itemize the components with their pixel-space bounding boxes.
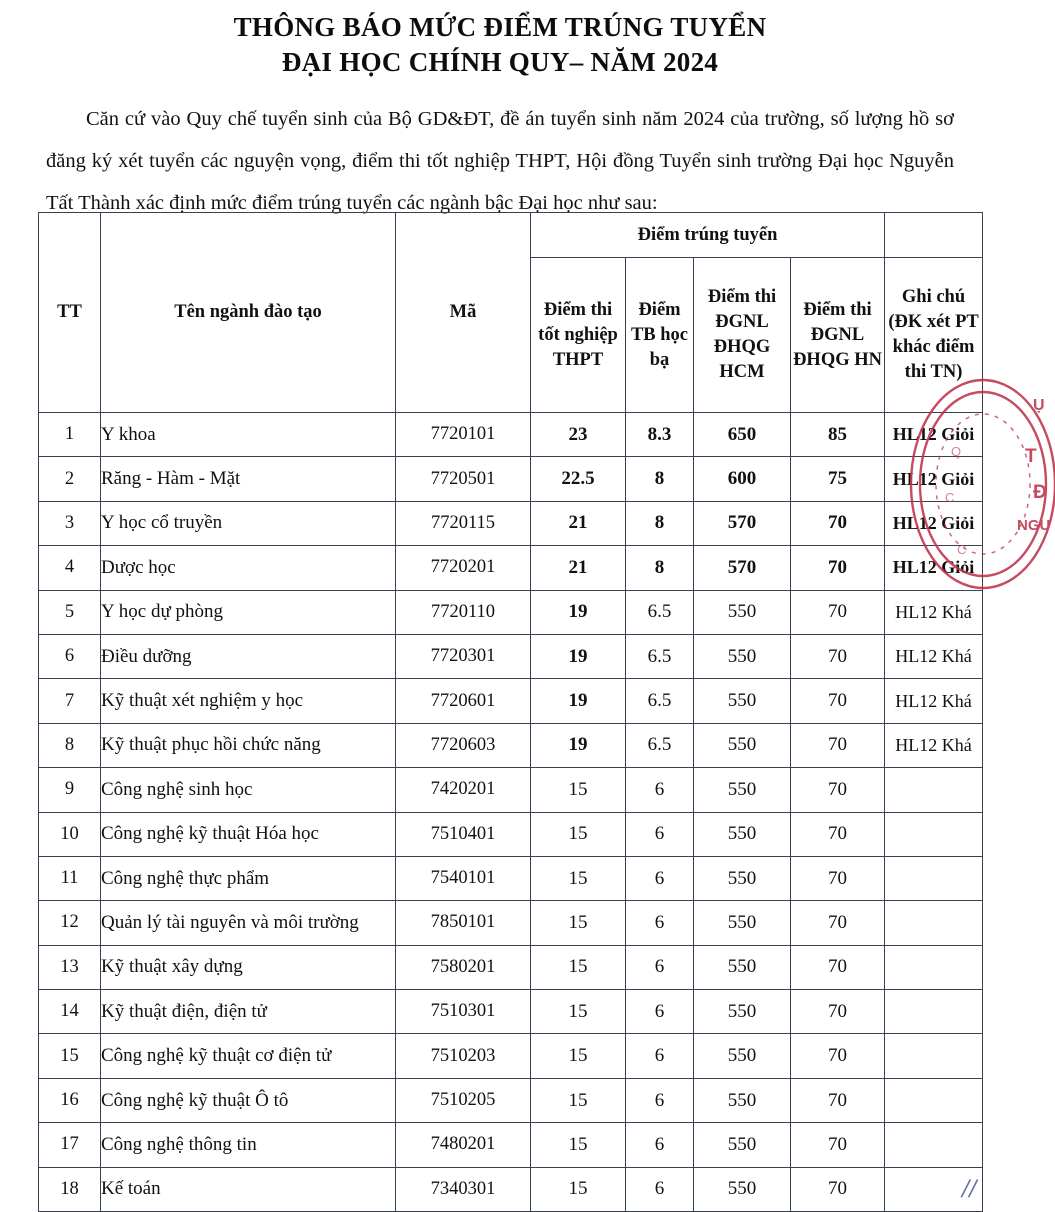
row-major-code: 7340301 <box>396 1167 531 1211</box>
row-index: 14 <box>39 990 101 1034</box>
row-major-name: Điều dưỡng <box>101 634 396 678</box>
row-major-code: 7720101 <box>396 413 531 457</box>
row-major-name: Quản lý tài nguyên và môi trường <box>101 901 396 945</box>
table-row <box>39 457 983 501</box>
table-row <box>39 546 983 590</box>
table-row <box>39 590 983 634</box>
table-row <box>39 990 983 1034</box>
row-note <box>885 856 983 900</box>
row-note <box>885 1123 983 1167</box>
row-note: HL12 Giỏi <box>885 457 983 501</box>
row-index: 16 <box>39 1078 101 1122</box>
row-major-code: 7720110 <box>396 590 531 634</box>
row-index: 11 <box>39 856 101 900</box>
row-thpt-score: 15 <box>531 1034 626 1078</box>
row-transcript-score: 6 <box>626 945 694 989</box>
row-major-code: 7850101 <box>396 901 531 945</box>
signature-ink-mark: // <box>962 1174 977 1203</box>
row-dgnl-hcm-score: 550 <box>694 945 791 989</box>
table-row <box>39 856 983 900</box>
row-transcript-score: 8 <box>626 546 694 590</box>
row-thpt-score: 19 <box>531 634 626 678</box>
row-transcript-score: 8 <box>626 501 694 545</box>
table-row <box>39 1078 983 1122</box>
table-row <box>39 1123 983 1167</box>
row-major-code: 7720201 <box>396 546 531 590</box>
row-dgnl-hn-score: 70 <box>791 1034 885 1078</box>
row-dgnl-hn-score: 70 <box>791 634 885 678</box>
row-note: HL12 Giỏi <box>885 413 983 457</box>
score-table-wrapper <box>38 212 982 1212</box>
row-transcript-score: 6 <box>626 1123 694 1167</box>
table-row <box>39 945 983 989</box>
row-index: 6 <box>39 634 101 678</box>
row-dgnl-hcm-score: 550 <box>694 1167 791 1211</box>
row-thpt-score: 22.5 <box>531 457 626 501</box>
row-dgnl-hcm-score: 550 <box>694 990 791 1034</box>
row-dgnl-hcm-score: 550 <box>694 1034 791 1078</box>
row-transcript-score: 6 <box>626 1034 694 1078</box>
row-dgnl-hn-score: 70 <box>791 812 885 856</box>
row-dgnl-hcm-score: 550 <box>694 590 791 634</box>
row-major-code: 7720115 <box>396 501 531 545</box>
row-dgnl-hn-score: 70 <box>791 856 885 900</box>
svg-text:T: T <box>1025 446 1037 467</box>
row-dgnl-hn-score: 70 <box>791 945 885 989</box>
row-transcript-score: 6 <box>626 990 694 1034</box>
row-transcript-score: 8.3 <box>626 413 694 457</box>
table-row <box>39 413 983 457</box>
row-dgnl-hn-score: 70 <box>791 1123 885 1167</box>
row-dgnl-hcm-score: 550 <box>694 901 791 945</box>
svg-text:C: C <box>957 542 967 557</box>
row-note: HL12 Khá <box>885 679 983 723</box>
table-row <box>39 634 983 678</box>
table-row <box>39 1167 983 1211</box>
row-dgnl-hn-score: 70 <box>791 1167 885 1211</box>
row-note <box>885 1167 983 1211</box>
row-thpt-score: 21 <box>531 501 626 545</box>
row-index: 10 <box>39 812 101 856</box>
row-index: 7 <box>39 679 101 723</box>
row-thpt-score: 15 <box>531 856 626 900</box>
row-dgnl-hcm-score: 550 <box>694 1123 791 1167</box>
row-note: HL12 Giỏi <box>885 501 983 545</box>
row-major-name: Dược học <box>101 546 396 590</box>
row-major-code: 7480201 <box>396 1123 531 1167</box>
row-index: 13 <box>39 945 101 989</box>
row-dgnl-hcm-score: 550 <box>694 812 791 856</box>
row-transcript-score: 6 <box>626 812 694 856</box>
row-dgnl-hcm-score: 570 <box>694 546 791 590</box>
row-index: 12 <box>39 901 101 945</box>
row-dgnl-hn-score: 70 <box>791 501 885 545</box>
row-thpt-score: 15 <box>531 768 626 812</box>
header-dgnl-hn: Điểm thi ĐGNL ĐHQG HN <box>791 258 885 413</box>
row-major-name: Công nghệ thực phẩm <box>101 856 396 900</box>
row-major-code: 7510203 <box>396 1034 531 1078</box>
row-dgnl-hcm-score: 570 <box>694 501 791 545</box>
row-transcript-score: 6 <box>626 768 694 812</box>
row-major-code: 7720501 <box>396 457 531 501</box>
row-dgnl-hcm-score: 550 <box>694 768 791 812</box>
row-thpt-score: 15 <box>531 1123 626 1167</box>
header-note-spacer <box>885 213 983 258</box>
header-major-name: Tên ngành đào tạo <box>101 213 396 413</box>
row-index: 1 <box>39 413 101 457</box>
row-dgnl-hcm-score: 550 <box>694 679 791 723</box>
svg-text:NGU: NGU <box>1017 517 1051 534</box>
header-transcript-average: Điểm TB học bạ <box>626 258 694 413</box>
table-row <box>39 901 983 945</box>
row-thpt-score: 21 <box>531 546 626 590</box>
svg-text:Q: Q <box>951 444 962 459</box>
svg-text:Đ: Đ <box>1033 482 1047 503</box>
row-thpt-score: 15 <box>531 812 626 856</box>
row-major-name: Công nghệ kỹ thuật cơ điện tử <box>101 1034 396 1078</box>
row-note <box>885 945 983 989</box>
row-index: 17 <box>39 1123 101 1167</box>
table-row <box>39 812 983 856</box>
row-major-name: Công nghệ sinh học <box>101 768 396 812</box>
row-major-name: Công nghệ thông tin <box>101 1123 396 1167</box>
header-dgnl-hcm: Điểm thi ĐGNL ĐHQG HCM <box>694 258 791 413</box>
intro-paragraph <box>46 98 954 224</box>
row-note <box>885 990 983 1034</box>
row-dgnl-hn-score: 70 <box>791 1078 885 1122</box>
row-major-name: Kỹ thuật điện, điện tử <box>101 990 396 1034</box>
row-thpt-score: 15 <box>531 990 626 1034</box>
row-transcript-score: 6.5 <box>626 679 694 723</box>
row-dgnl-hn-score: 85 <box>791 413 885 457</box>
table-header-row-1 <box>39 213 983 258</box>
row-dgnl-hn-score: 70 <box>791 590 885 634</box>
row-index: 3 <box>39 501 101 545</box>
row-major-code: 7510205 <box>396 1078 531 1122</box>
row-note: HL12 Khá <box>885 634 983 678</box>
row-major-code: 7720301 <box>396 634 531 678</box>
row-index: 5 <box>39 590 101 634</box>
row-note <box>885 901 983 945</box>
row-index: 18 <box>39 1167 101 1211</box>
row-dgnl-hn-score: 70 <box>791 679 885 723</box>
row-major-code: 7580201 <box>396 945 531 989</box>
table-row <box>39 679 983 723</box>
row-major-code: 7720601 <box>396 679 531 723</box>
row-transcript-score: 6.5 <box>626 723 694 767</box>
svg-text:C: C <box>945 490 955 505</box>
row-dgnl-hn-score: 70 <box>791 546 885 590</box>
intro-text: Căn cứ vào Quy chế tuyển sinh của Bộ GD&ĐT, đề án tuyển sinh năm 2024 của trường, số lượng hồ sơ đăng ký xét tuyển các nguyện vọng, điểm thi tốt nghiệp THPT, Hội đồng Tuyển sinh trường Đại học Nguyễn Tất Thành xác định mức điểm trúng tuyển các ngành bậc Đại học như sau: <box>46 108 954 214</box>
row-major-name: Công nghệ kỹ thuật Hóa học <box>101 812 396 856</box>
row-thpt-score: 15 <box>531 901 626 945</box>
title-line-1: THÔNG BÁO MỨC ĐIỂM TRÚNG TUYỂN <box>233 12 767 42</box>
row-transcript-score: 8 <box>626 457 694 501</box>
table-row <box>39 723 983 767</box>
page-title <box>0 0 1000 80</box>
row-note <box>885 1034 983 1078</box>
table-row <box>39 768 983 812</box>
row-major-code: 7720603 <box>396 723 531 767</box>
row-major-name: Công nghệ kỹ thuật Ô tô <box>101 1078 396 1122</box>
row-dgnl-hcm-score: 600 <box>694 457 791 501</box>
row-thpt-score: 19 <box>531 590 626 634</box>
row-dgnl-hcm-score: 650 <box>694 413 791 457</box>
row-thpt-score: 15 <box>531 945 626 989</box>
row-major-name: Kỹ thuật xây dựng <box>101 945 396 989</box>
row-major-name: Y học dự phòng <box>101 590 396 634</box>
table-row <box>39 501 983 545</box>
row-index: 15 <box>39 1034 101 1078</box>
row-note: HL12 Khá <box>885 723 983 767</box>
row-transcript-score: 6 <box>626 856 694 900</box>
title-line-2: ĐẠI HỌC CHÍNH QUY– NĂM 2024 <box>281 47 719 77</box>
header-score-group: Điểm trúng tuyển <box>531 213 885 258</box>
row-thpt-score: 19 <box>531 723 626 767</box>
row-major-name: Kỹ thuật phục hồi chức năng <box>101 723 396 767</box>
row-thpt-score: 15 <box>531 1167 626 1211</box>
row-major-code: 7510301 <box>396 990 531 1034</box>
row-dgnl-hn-score: 70 <box>791 990 885 1034</box>
header-note: Ghi chú (ĐK xét PT khác điểm thi TN) <box>885 258 983 413</box>
header-code: Mã <box>396 213 531 413</box>
row-transcript-score: 6 <box>626 1078 694 1122</box>
header-tt: TT <box>39 213 101 413</box>
svg-text:Ụ: Ụ <box>1033 397 1045 414</box>
row-dgnl-hn-score: 70 <box>791 901 885 945</box>
row-major-name: Y học cổ truyền <box>101 501 396 545</box>
row-note: HL12 Khá <box>885 590 983 634</box>
row-note <box>885 768 983 812</box>
row-dgnl-hcm-score: 550 <box>694 1078 791 1122</box>
row-note <box>885 1078 983 1122</box>
row-major-name: Kỹ thuật xét nghiệm y học <box>101 679 396 723</box>
row-dgnl-hcm-score: 550 <box>694 723 791 767</box>
row-transcript-score: 6 <box>626 1167 694 1211</box>
row-index: 2 <box>39 457 101 501</box>
row-major-name: Kế toán <box>101 1167 396 1211</box>
row-major-code: 7420201 <box>396 768 531 812</box>
row-index: 9 <box>39 768 101 812</box>
header-thpt-score: Điểm thi tốt nghiệp THPT <box>531 258 626 413</box>
row-thpt-score: 19 <box>531 679 626 723</box>
row-dgnl-hn-score: 70 <box>791 723 885 767</box>
row-dgnl-hn-score: 70 <box>791 768 885 812</box>
row-note <box>885 812 983 856</box>
row-major-name: Y khoa <box>101 413 396 457</box>
row-major-name: Răng - Hàm - Mặt <box>101 457 396 501</box>
table-body <box>39 413 983 1212</box>
row-note: HL12 Giỏi <box>885 546 983 590</box>
row-dgnl-hn-score: 75 <box>791 457 885 501</box>
row-index: 8 <box>39 723 101 767</box>
row-thpt-score: 23 <box>531 413 626 457</box>
row-dgnl-hcm-score: 550 <box>694 634 791 678</box>
table-row <box>39 1034 983 1078</box>
row-major-code: 7540101 <box>396 856 531 900</box>
admission-score-table <box>38 212 983 1212</box>
row-transcript-score: 6.5 <box>626 590 694 634</box>
row-dgnl-hcm-score: 550 <box>694 856 791 900</box>
row-thpt-score: 15 <box>531 1078 626 1122</box>
row-transcript-score: 6.5 <box>626 634 694 678</box>
row-index: 4 <box>39 546 101 590</box>
row-major-code: 7510401 <box>396 812 531 856</box>
row-transcript-score: 6 <box>626 901 694 945</box>
table-header <box>39 213 983 413</box>
